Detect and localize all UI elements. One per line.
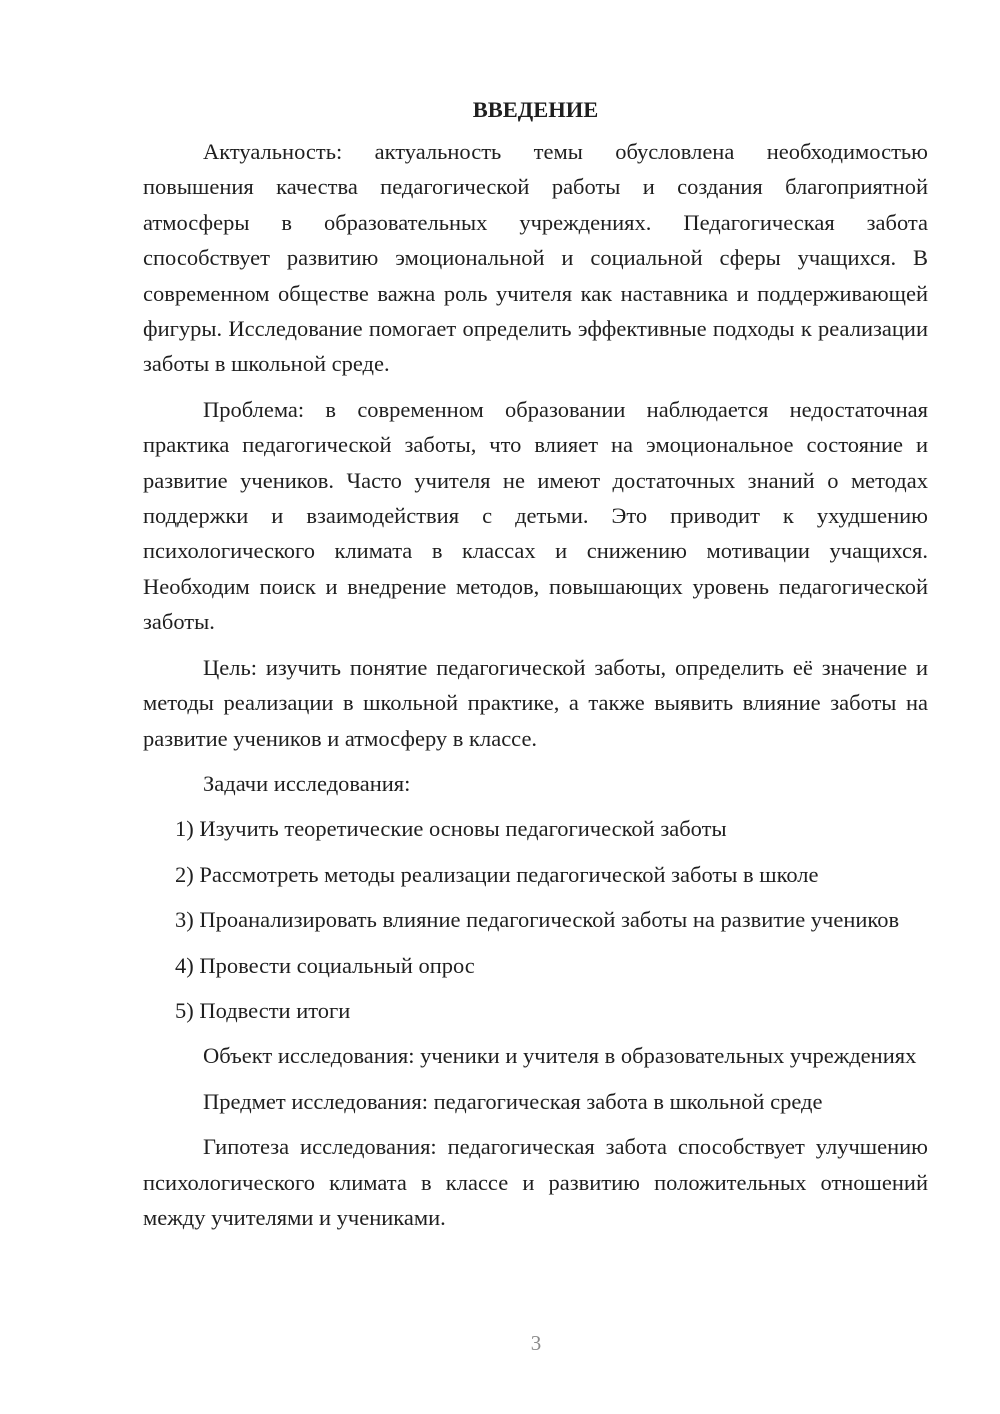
task-item-2: 2) Рассмотреть методы реализации педагогической заботы в школе <box>175 861 819 887</box>
task-item-4: 4) Провести социальный опрос <box>175 952 475 978</box>
task-item-5: 5) Подвести итоги <box>175 997 351 1023</box>
paragraph-goal: Цель: изучить понятие педагогической заботы, определить её значение и методы реализации в школьной практике, а также выявить влияние заботы на развитие учеников и атмосферу в классе. <box>143 654 928 751</box>
page-content <box>143 92 928 1245</box>
task-item-3: 3) Проанализировать влияние педагогической заботы на развитие учеников <box>175 907 900 933</box>
task-item-1: 1) Изучить теоретические основы педагогической заботы <box>175 816 727 842</box>
paragraph-relevance: Актуальность: актуальность темы обусловлена необходимостью повышения качества педагогической работы и создания благоприятной атмосферы в образовательных учреждениях. Педагогическая забота способствует развитию эмоциональной и социальной сферы учащихся. В современном обществе важна роль учителя как наставника и поддерживающей фигуры. Исследование помогает определить эффективные подходы к реализации заботы в школьной среде. <box>143 139 928 377</box>
paragraph-problem: Проблема: в современном образовании наблюдается недостаточная практика педагогической заботы, что влияет на эмоциональное состояние и развитие учеников. Часто учителя не имеют достаточных знаний о методах поддержки и взаимодействия с детьми. Это приводит к ухудшению психологического климата в классах и снижению мотивации учащихся. Необходим поиск и внедрение методов, повышающих уровень педагогической заботы. <box>143 396 928 635</box>
section-title: ВВЕДЕНИЕ <box>472 97 599 122</box>
paragraph-subject: Предмет исследования: педагогическая забота в школьной среде <box>203 1088 823 1114</box>
paragraph-tasks-heading: Задачи исследования: <box>203 770 411 796</box>
page-number: 3 <box>530 1331 542 1355</box>
paragraph-object: Объект исследования: ученики и учителя в образовательных учреждениях <box>203 1043 917 1069</box>
paragraph-hypothesis: Гипотеза исследования: педагогическая забота способствует улучшению психологического климата в классе и развитию положительных отношений между учителями и учениками. <box>143 1134 928 1230</box>
